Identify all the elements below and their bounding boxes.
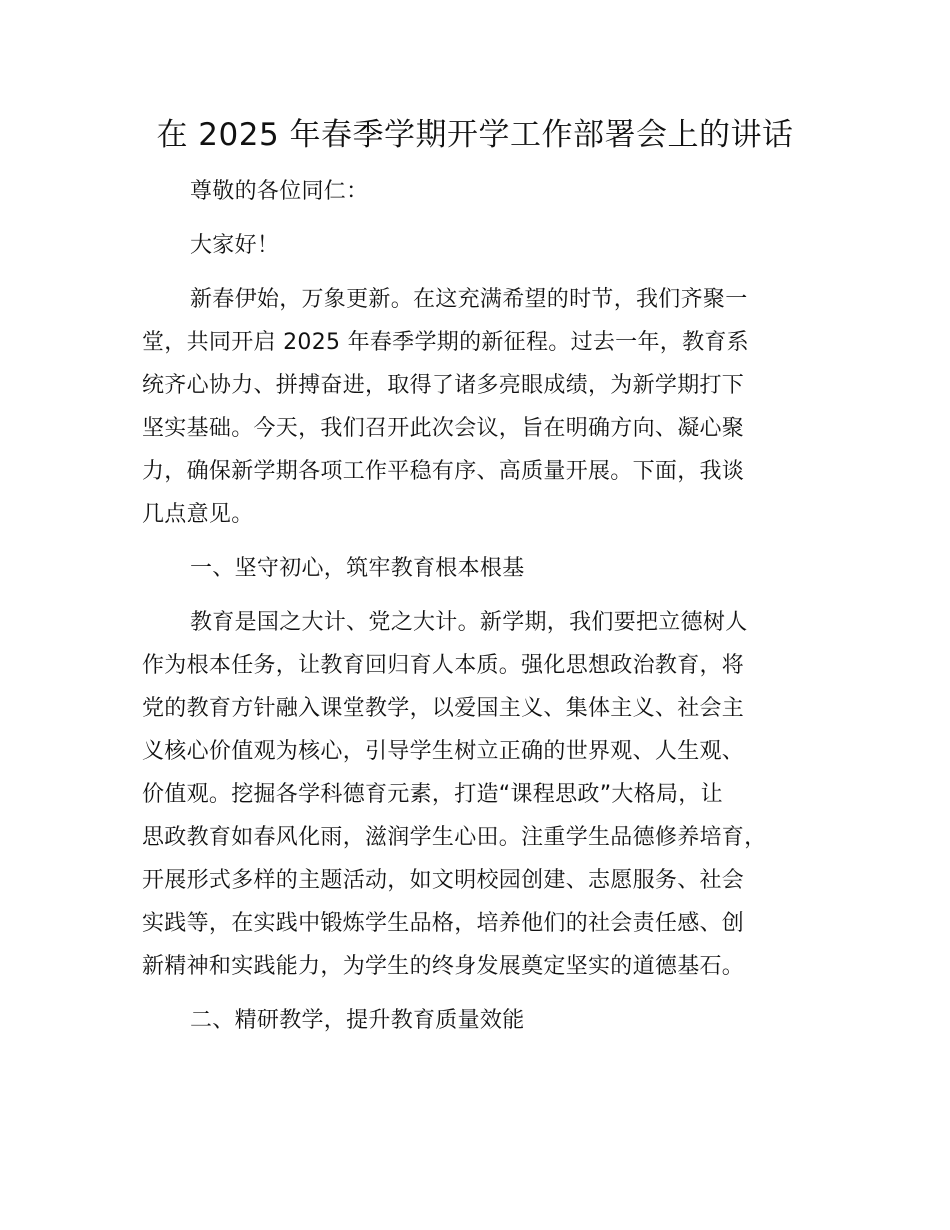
- text-line: 堂，共同开启 2025 年春季学期的新征程。过去一年，教育系: [142, 330, 749, 355]
- text-line: 统齐心协力、拼搏奋进，取得了诸多亮眼成绩，为新学期打下: [142, 373, 745, 398]
- text-line: 力，确保新学期各项工作平稳有序、高质量开展。下面，我谈: [142, 459, 745, 484]
- section1-paragraph: [142, 601, 832, 988]
- section-heading-2: 二、精研教学，提升教育质量效能: [190, 1008, 525, 1033]
- text-line: 作为根本任务，让教育回归育人本质。强化思想政治教育，将: [142, 653, 745, 678]
- text-line: 新精神和实践能力，为学生的终身发展奠定坚实的道德基石。: [142, 954, 745, 979]
- document-title: 在 2025 年春季学期开学工作部署会上的讲话: [156, 117, 794, 153]
- text-line: 教育是国之大计、党之大计。新学期，我们要把立德树人: [190, 610, 748, 635]
- text-line: 开展形式多样的主题活动，如文明校园创建、志愿服务、社会: [142, 868, 745, 893]
- text-line: 坚实基础。今天，我们召开此次会议，旨在明确方向、凝心聚: [142, 416, 745, 441]
- text-line: 新春伊始，万象更新。在这充满希望的时节，我们齐聚一: [190, 287, 748, 312]
- text-line: 价值观。挖掘各学科德育元素，打造“课程思政”大格局，让: [142, 782, 723, 807]
- document-body: [142, 170, 832, 1042]
- text-line: 义核心价值观为核心，引导学生树立正确的世界观、人生观、: [142, 739, 745, 764]
- text-line: 实践等，在实践中锻炼学生品格，培养他们的社会责任感、创: [142, 911, 745, 936]
- greeting: 大家好！: [190, 233, 280, 258]
- text-line: 党的教育方针融入课堂教学，以爱国主义、集体主义、社会主: [142, 696, 745, 721]
- text-line: 思政教育如春风化雨，滋润学生心田。注重学生品德修养培育，: [142, 825, 767, 850]
- text-line: 几点意见。: [142, 502, 254, 527]
- intro-paragraph: [142, 278, 832, 536]
- salutation: 尊敬的各位同仁：: [190, 179, 369, 204]
- section-heading-1: 一、坚守初心，筑牢教育根本根基: [190, 556, 525, 581]
